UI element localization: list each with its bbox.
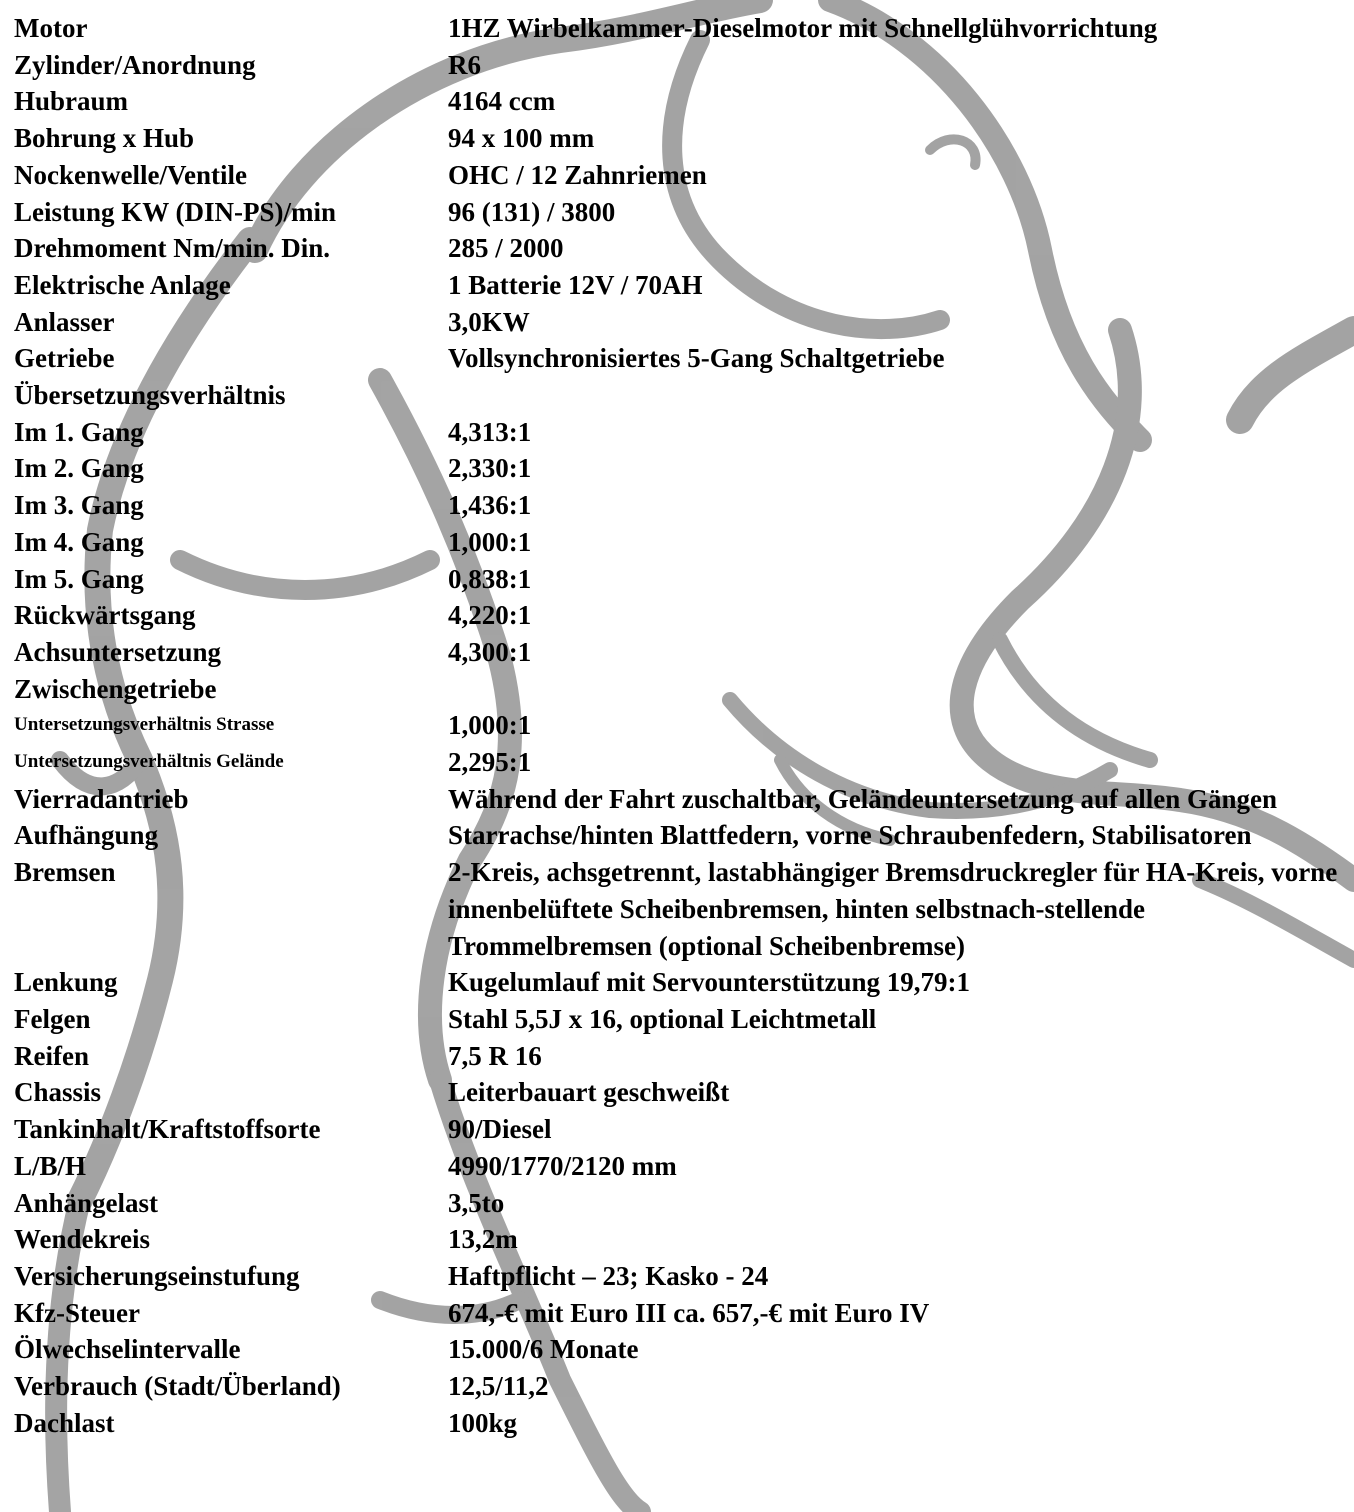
spec-label: Drehmoment Nm/min. Din. <box>14 233 330 264</box>
spec-value: Haftpflicht – 23; Kasko - 24 <box>448 1260 769 1291</box>
spec-row <box>14 1148 1344 1185</box>
spec-value: Kugelumlauf mit Servounterstützung 19,79:1 <box>448 967 970 998</box>
spec-label: Lenkung <box>14 967 118 998</box>
spec-label: Untersetzungsverhältnis Strasse <box>14 714 275 736</box>
spec-value: 94 x 100 mm <box>448 123 595 154</box>
spec-row <box>14 83 1344 120</box>
spec-row <box>14 450 1344 487</box>
spec-row <box>14 377 1344 414</box>
spec-row <box>14 634 1344 671</box>
spec-value: 2-Kreis, achsgetrennt, lastabhängiger Bremsdruckregler für HA-Kreis, vorne innenbelüftete Scheibenbremsen, hinten selbstnach-stellende Trommelbremsen (optional Scheibenbremse) <box>448 857 1338 961</box>
spec-row <box>14 267 1344 304</box>
spec-row <box>14 1001 1344 1038</box>
spec-value: 2,295:1 <box>448 747 532 778</box>
spec-label: Reifen <box>14 1040 89 1071</box>
spec-label: Anlasser <box>14 306 115 337</box>
spec-label: Rückwärtsgang <box>14 600 196 631</box>
spec-row <box>14 47 1344 84</box>
spec-label: Zwischengetriebe <box>14 673 217 704</box>
spec-row <box>14 157 1344 194</box>
spec-label: Chassis <box>14 1077 102 1108</box>
spec-row <box>14 1221 1344 1258</box>
spec-label: Im 3. Gang <box>14 490 144 521</box>
spec-value: 13,2m <box>448 1224 518 1255</box>
spec-value: 285 / 2000 <box>448 233 564 264</box>
spec-label: Aufhängung <box>14 820 159 851</box>
spec-label: Hubraum <box>14 86 129 117</box>
spec-label: Getriebe <box>14 343 115 374</box>
spec-row <box>14 561 1344 598</box>
spec-value: Stahl 5,5J x 16, optional Leichtmetall <box>448 1003 877 1034</box>
spec-label: Kfz-Steuer <box>14 1297 140 1328</box>
spec-value: 3,5to <box>448 1187 505 1218</box>
spec-value: 90/Diesel <box>448 1114 552 1145</box>
spec-label: L/B/H <box>14 1150 87 1181</box>
spec-row <box>14 781 1344 818</box>
spec-value: 100kg <box>448 1407 518 1438</box>
spec-value: 1HZ Wirbelkammer-Dieselmotor mit Schnellglühvorrichtung <box>448 13 1158 43</box>
spec-row <box>14 524 1344 561</box>
spec-value: 2,330:1 <box>448 453 532 484</box>
spec-value: 4,300:1 <box>448 636 532 667</box>
spec-row <box>14 744 1344 781</box>
spec-row <box>14 10 1344 47</box>
spec-value: Vollsynchronisiertes 5-Gang Schaltgetriebe <box>448 343 945 374</box>
spec-row <box>14 1331 1344 1368</box>
spec-row <box>14 304 1344 341</box>
spec-value: 96 (131) / 3800 <box>448 196 616 227</box>
spec-row <box>14 1368 1344 1405</box>
spec-row <box>14 964 1344 1001</box>
spec-row <box>14 194 1344 231</box>
spec-label: Zylinder/Anordnung <box>14 49 256 80</box>
spec-row <box>14 854 1344 964</box>
spec-value: 4,313:1 <box>448 416 532 447</box>
spec-row <box>14 414 1344 451</box>
spec-row <box>14 817 1344 854</box>
spec-value: 12,5/11,2 <box>448 1371 549 1402</box>
spec-label: Im 5. Gang <box>14 563 144 594</box>
spec-label: Verbrauch (Stadt/Überland) <box>14 1371 341 1402</box>
spec-value: 3,0KW <box>448 306 530 337</box>
spec-row <box>14 340 1344 377</box>
spec-label: Im 4. Gang <box>14 526 144 557</box>
spec-value: Starrachse/hinten Blattfedern, vorne Schraubenfedern, Stabilisatoren <box>448 820 1252 851</box>
spec-value: 0,838:1 <box>448 563 532 594</box>
spec-value: 1,000:1 <box>448 710 532 741</box>
spec-row <box>14 1185 1344 1222</box>
spec-value: 4,220:1 <box>448 600 532 631</box>
spec-row <box>14 1074 1344 1111</box>
spec-value: Während der Fahrt zuschaltbar, Geländeuntersetzung auf allen Gängen <box>448 783 1278 814</box>
spec-row <box>14 671 1344 708</box>
spec-value: 674,-€ mit Euro III ca. 657,-€ mit Euro IV <box>448 1297 930 1328</box>
spec-value: Leiterbauart geschweißt <box>448 1077 730 1108</box>
spec-label: Bremsen <box>14 857 116 888</box>
spec-row <box>14 1295 1344 1332</box>
spec-label: Felgen <box>14 1003 91 1034</box>
spec-value: 4990/1770/2120 mm <box>448 1150 677 1181</box>
spec-label: Ölwechselintervalle <box>14 1334 241 1365</box>
spec-value: 1,000:1 <box>448 526 532 557</box>
spec-label: Dachlast <box>14 1407 115 1438</box>
spec-label: Elektrische Anlage <box>14 269 231 300</box>
spec-value: 1 Batterie 12V / 70AH <box>448 269 703 300</box>
spec-label: Im 1. Gang <box>14 416 144 447</box>
spec-value: OHC / 12 Zahnriemen <box>448 159 707 190</box>
spec-row <box>14 120 1344 157</box>
spec-value: 1,436:1 <box>448 490 532 521</box>
spec-value: R6 <box>448 49 481 80</box>
spec-label: Bohrung x Hub <box>14 123 195 154</box>
spec-row <box>14 1405 1344 1442</box>
spec-label: Nockenwelle/Ventile <box>14 159 247 190</box>
spec-row <box>14 1038 1344 1075</box>
spec-value: 15.000/6 Monate <box>448 1334 639 1365</box>
spec-label: Vierradantrieb <box>14 783 189 814</box>
spec-label: Motor <box>14 13 88 43</box>
spec-label: Achsuntersetzung <box>14 636 221 667</box>
spec-table <box>14 10 1344 1441</box>
spec-value: 7,5 R 16 <box>448 1040 542 1071</box>
spec-label: Tankinhalt/Kraftstoffsorte <box>14 1114 321 1145</box>
spec-label: Wendekreis <box>14 1224 151 1255</box>
spec-row <box>14 597 1344 634</box>
spec-row <box>14 1111 1344 1148</box>
spec-label: Untersetzungsverhältnis Gelände <box>14 751 284 773</box>
spec-row <box>14 487 1344 524</box>
spec-label: Leistung KW (DIN-PS)/min <box>14 196 337 227</box>
spec-row <box>14 707 1344 744</box>
spec-value: 4164 ccm <box>448 86 556 117</box>
spec-label: Anhängelast <box>14 1187 159 1218</box>
spec-label: Übersetzungsverhältnis <box>14 380 286 411</box>
spec-label: Versicherungseinstufung <box>14 1260 300 1291</box>
spec-label: Im 2. Gang <box>14 453 144 484</box>
spec-row <box>14 230 1344 267</box>
spec-row <box>14 1258 1344 1295</box>
